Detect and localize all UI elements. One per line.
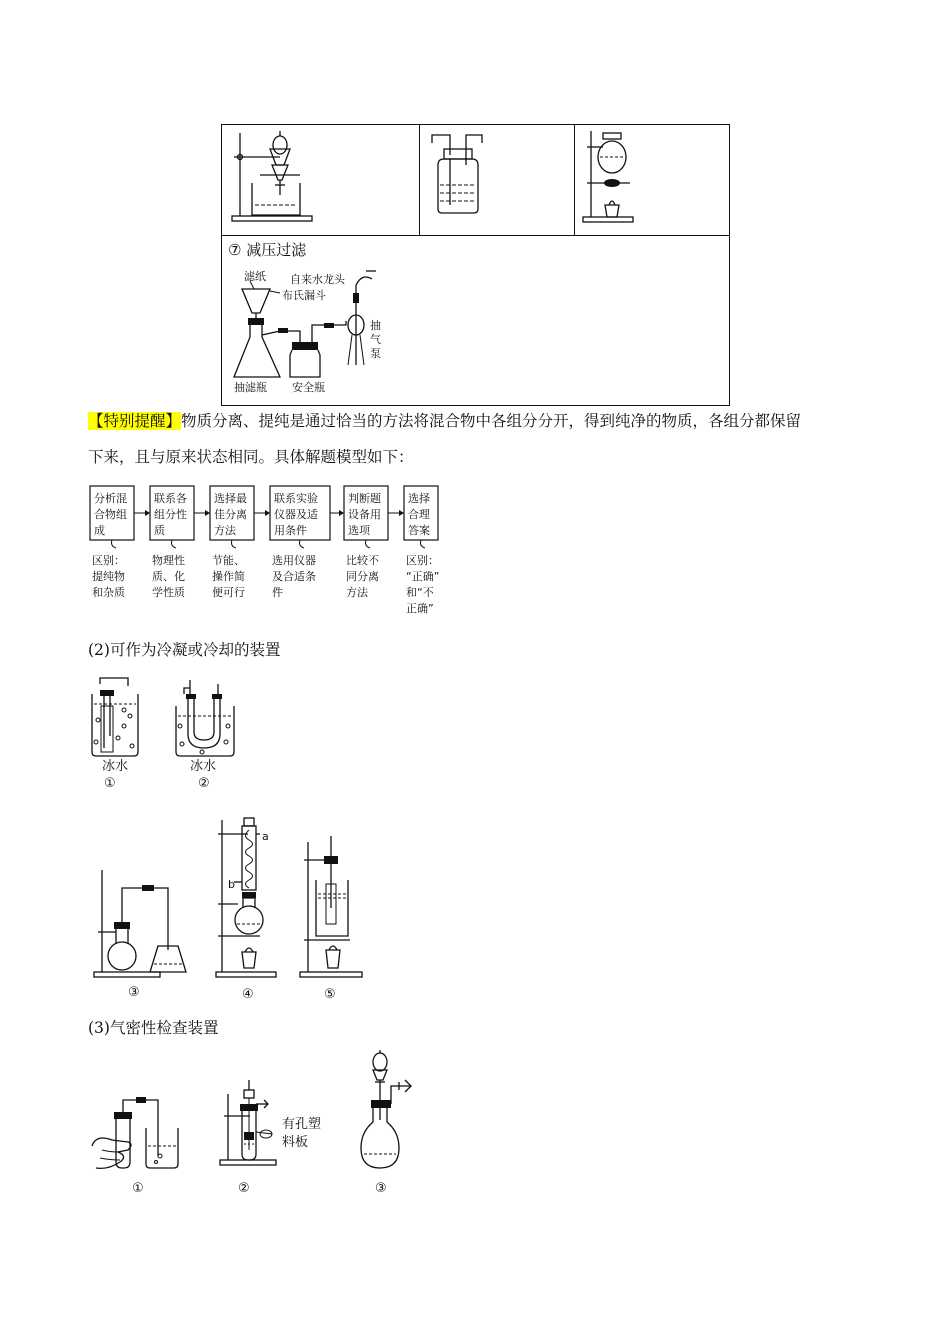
flowchart-svg: [88, 484, 448, 619]
ice-water-cooler-1: [88, 676, 168, 791]
flow-note-text: 及合适条: [272, 570, 316, 583]
flow-step-text: 联系实验: [274, 492, 318, 505]
reflux-condenser-4: [212, 812, 292, 1002]
num-3: ③: [128, 985, 140, 1000]
flow-step-text: 分析混: [94, 492, 127, 505]
flow-note-pointer: [300, 540, 305, 548]
flow-note-text: 操作简: [212, 570, 245, 583]
table-divider: [222, 235, 729, 236]
flow-note-text: 便可行: [212, 586, 245, 599]
label-tap: 自来水龙头: [290, 273, 345, 286]
condenser-b: b: [228, 878, 235, 891]
flow-arrow-head: [339, 510, 344, 516]
flow-note-pointer: [232, 540, 237, 548]
flow-note-text: 物理性: [152, 554, 185, 567]
flow-step-text: 质: [154, 524, 165, 537]
distillation-apparatus-3: [88, 860, 218, 1000]
airtightness-check-1: [88, 1090, 198, 1198]
flow-step-text: 组分性: [154, 508, 187, 521]
label-filter-paper: 滤纸: [244, 270, 266, 283]
flow-note-text: 件: [272, 586, 283, 599]
reminder-line-1: 【特别提醒】物质分离、提纯是通过恰当的方法将混合物中各组分分开，得到纯净的物质，各组分都保留: [88, 412, 802, 430]
heated-flask-diagram: [575, 125, 727, 233]
flow-step-text: 选择: [408, 492, 430, 505]
flow-arrow-head: [145, 510, 150, 516]
flow-step-text: 佳分离: [214, 508, 247, 521]
flow-step-text: 仪器及适: [274, 508, 318, 521]
flow-note-pointer: [421, 540, 426, 548]
flow-note-pointer: [172, 540, 177, 548]
flow-note-text: 比较不: [346, 554, 379, 567]
flow-note-text: “正确”: [406, 570, 440, 583]
flow-note-text: 选用仪器: [272, 554, 316, 567]
num-airtight-2: ②: [238, 1181, 250, 1196]
label-safety-bottle: 安全瓶: [292, 381, 325, 394]
flow-step-text: 成: [94, 524, 105, 537]
reminder-tag: 【特别提醒】: [88, 412, 182, 430]
row-label: ⑦ 减压过滤: [228, 241, 307, 259]
flow-note-text: 正确”: [406, 602, 434, 615]
water-bath-5: [296, 836, 376, 1002]
flow-note-text: 同分离: [346, 570, 379, 583]
flow-step-text: 选择最: [214, 492, 247, 505]
reminder-line-2: 下来，且与原来状态相同。具体解题模型如下：: [88, 448, 414, 466]
flow-note-text: 质、化: [152, 570, 185, 583]
flow-step-text: 联系各: [154, 492, 187, 505]
plate-label-2: 料板: [282, 1135, 309, 1150]
vacuum-filtration-diagram: [222, 265, 472, 400]
label-pump: 抽: [370, 319, 381, 332]
flow-step-text: 合物组: [94, 508, 127, 521]
flow-note-text: 和“不: [406, 586, 434, 599]
flow-step-text: 设备用: [348, 508, 381, 521]
num-5: ⑤: [324, 987, 336, 1002]
airtightness-check-3: [355, 1050, 435, 1198]
flow-note-pointer: [112, 540, 117, 548]
ice-water-label-2: 冰水: [190, 759, 217, 774]
ice-water-label-1: 冰水: [102, 759, 129, 774]
num-airtight-3: ③: [375, 1181, 387, 1196]
flow-step-text: 合理: [408, 508, 430, 521]
svg-text:泵: 泵: [370, 347, 381, 360]
flow-note-text: 和杂质: [92, 586, 125, 599]
flow-note-text: 节能、: [212, 554, 245, 567]
flow-arrow-head: [265, 510, 270, 516]
num-4: ④: [242, 987, 254, 1002]
label-buchner-funnel: 布氏漏斗: [282, 289, 326, 302]
flow-step-text: 答案: [408, 524, 430, 537]
num-2: ②: [198, 776, 210, 791]
flow-step-text: 选项: [348, 524, 370, 537]
flow-note-pointer: [366, 540, 371, 548]
flow-note-text: 学性质: [152, 586, 185, 599]
flow-step-text: 方法: [214, 524, 236, 537]
gas-washing-bottle-diagram: [420, 125, 572, 233]
num-airtight-1: ①: [132, 1181, 144, 1196]
num-1: ①: [104, 776, 116, 791]
section-3-title: (3)气密性检查装置: [88, 1019, 219, 1037]
airtightness-check-2: [216, 1080, 346, 1198]
flow-note-text: 区别：: [406, 554, 439, 567]
flow-note-text: 方法: [346, 586, 368, 599]
flow-step-text: 判断题: [348, 492, 381, 505]
flow-step-text: 用条件: [274, 524, 307, 537]
condenser-a: a: [262, 830, 269, 843]
ice-water-cooler-2: [172, 676, 252, 791]
flow-arrow-head: [399, 510, 404, 516]
flow-note-text: 提纯物: [92, 570, 125, 583]
plate-label-1: 有孔塑: [282, 1117, 322, 1132]
separatory-funnel-diagram: [222, 125, 418, 233]
flow-arrow-head: [205, 510, 210, 516]
svg-text:气: 气: [370, 333, 381, 346]
flow-note-text: 区别：: [92, 554, 125, 567]
section-2-title: (2)可作为冷凝或冷却的装置: [88, 641, 281, 659]
label-suction-flask: 抽滤瓶: [234, 381, 267, 394]
